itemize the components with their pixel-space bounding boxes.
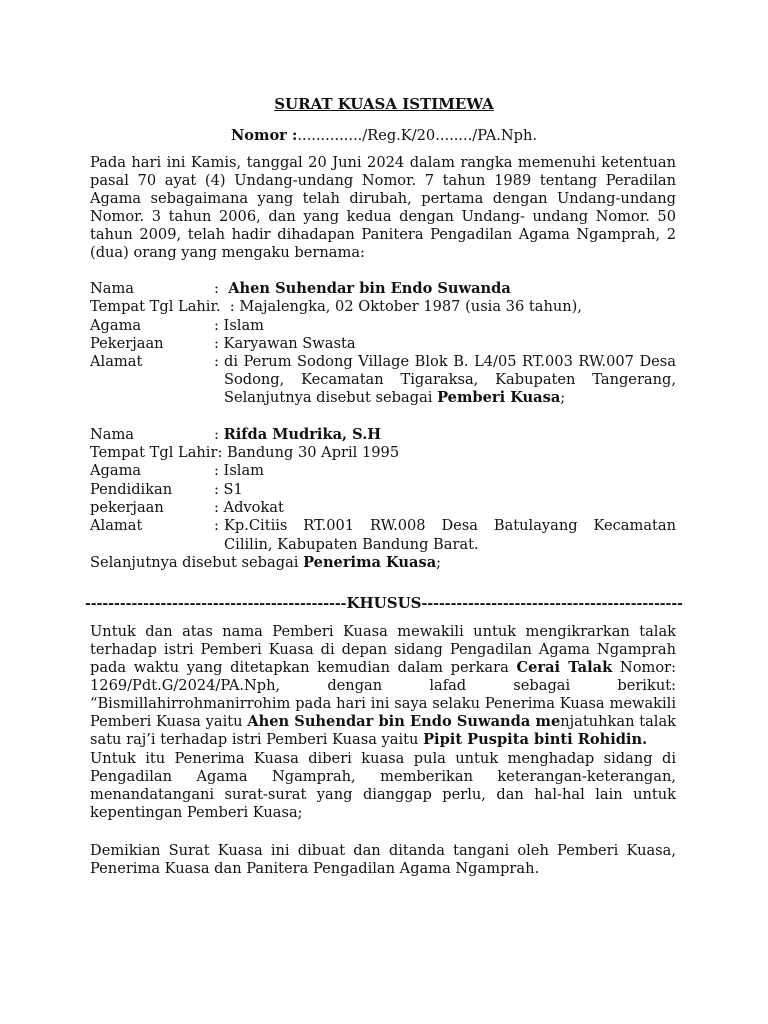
p1-cerai-talak: Cerai Talak [516,659,613,676]
pemberi-ttl-label-text: Tempat Tgl Lahir. [90,298,221,315]
nomor-label: Nomor : [230,127,298,144]
pemberi-ttl-value: : Majalengka, 02 Oktober 1987 (usia 36 tahun), [229,298,582,315]
pemberi-nama-label: Nama [90,280,135,297]
khusus-divider [0,594,768,613]
document-number [0,127,768,145]
document-title: SURAT KUASA ISTIMEWA [274,95,494,113]
penerima-ttl-field [90,444,399,462]
penerima-pendidikan-value: : S1 [214,481,243,498]
penerima-kuasa-term: Penerima Kuasa [303,554,437,571]
closing-paragraph: Demikian Surat Kuasa ini dibuat dan ditanda tangani oleh Pemberi Kuasa, Penerima Kuasa dan Panitera Pengadilan Agama Ngamprah. [90,842,676,877]
intro-paragraph: Pada hari ini Kamis, tanggal 20 Juni 2024 dalam rangka memenuhi ketentuan pasal 70 ayat (4) Undang-undang Nomor. 7 tahun 1989 tentang Peradilan Agama sebagaimana yang telah dirubah, pertama dengan Undang-undang Nomor. 3 tahun 2006, dan yang kedua dengan Undang- undang Nomor. 50 tahun 2009, telah hadir dihadapan Panitera Pengadilan Agama Ngamprah, 2 (dua) orang yang mengaku bernama: [90,154,676,261]
pemberi-pekerjaan-value: : Karyawan Swasta [214,335,356,352]
penerima-pekerjaan-label: pekerjaan [90,499,164,516]
pemberi-nama-field [214,280,676,298]
penerima-pendidikan-label: Pendidikan [90,481,173,498]
pemberi-agama-value: : Islam [214,317,265,334]
penerima-alamat-label: Alamat [90,517,143,534]
pemberi-pekerjaan-label: Pekerjaan [90,335,164,352]
pemberi-alamat-tail-suffix: ; [560,389,566,406]
nomor-value: ............../Reg.K/20......../PA.Nph. [297,127,538,144]
penerima-agama-value: : Islam [214,462,265,479]
p1-pemberi-name: Ahen Suhendar bin Endo Suwanda me [247,713,561,730]
pemberi-ttl-label [90,298,582,316]
p1-text-b: Nomor: 1269/Pdt.G/2024/PA.Nph, dengan lafad sebagai berikut: “Bismillahirrohmanirrohim pada hari ini saya selaku Penerima Kuasa mewakili Pemberi Kuasa yaitu [90,659,676,730]
pemberi-agama-label: Agama [90,317,142,334]
p1-text-a: Untuk dan atas nama Pemberi Kuasa mewakili untuk mengikrarkan talak terhadap istri Pemberi Kuasa di depan sidang Pengadilan Agama Ngamprah pada waktu yang ditetapkan kemudian dalam perkara [90,623,676,676]
penerima-nama-colon: : [214,426,219,443]
penerima-nama-value: Rifda Mudrika, S.H [223,426,382,443]
penerima-nama-label: Nama [90,426,135,443]
penerima-alamat-colon: : [214,517,219,534]
kuasa-paragraph-1 [90,623,676,749]
penerima-tail-prefix: Selanjutnya disebut sebagai [90,554,299,571]
khusus-heading: KHUSUS [346,594,422,612]
pemberi-alamat-value: di Perum Sodong Village Blok B. L4/05 RT.003 RW.007 Desa Sodong, Kecamatan Tigaraksa, Kabupaten Tangerang, [224,353,676,388]
khusus-left-dashes: --------------------------------------------- [84,596,347,612]
khusus-right-dashes: --------------------------------------------- [421,596,683,612]
penerima-ttl-value: Bandung 30 April 1995 [227,444,400,461]
penerima-pekerjaan-value: : Advokat [214,499,284,516]
penerima-alamat-line2: Cililin, Kabupaten Bandung Barat. [224,536,479,553]
pemberi-alamat-field [224,353,676,407]
penerima-alamat-line1: Kp.Citiis RT.001 RW.008 Desa Batulayang Kecamatan [224,517,676,534]
pemberi-nama-colon: : [214,280,219,297]
penerima-tail-suffix: ; [436,554,442,571]
pemberi-alamat-colon: : [214,353,219,370]
kuasa-paragraph-2: Untuk itu Penerima Kuasa diberi kuasa pula untuk menghadap sidang di Pengadilan Agama Ngamprah, memberikan keterangan-keterangan, menandatangani surat-surat yang dianggap perlu, dan hal-hal lain untuk kepentingan Pemberi Kuasa; [90,750,676,821]
penerima-ttl-label: Tempat Tgl Lahir: [90,444,223,461]
p1-istri-name: Pipit Puspita binti Rohidin. [423,731,648,748]
penerima-nama-field [214,426,676,444]
pemberi-nama-value: Ahen Suhendar bin Endo Suwanda [228,280,511,297]
penerima-agama-label: Agama [90,462,142,479]
pemberi-kuasa-term: Pemberi Kuasa [437,389,561,406]
pemberi-alamat-tail: Selanjutnya disebut sebagai [224,389,433,406]
p1-text-c: njatuhkan talak satu raj’i terhadap istri Pemberi Kuasa yaitu [90,713,677,748]
pemberi-alamat-label: Alamat [90,353,143,370]
penerima-tail [90,554,441,572]
